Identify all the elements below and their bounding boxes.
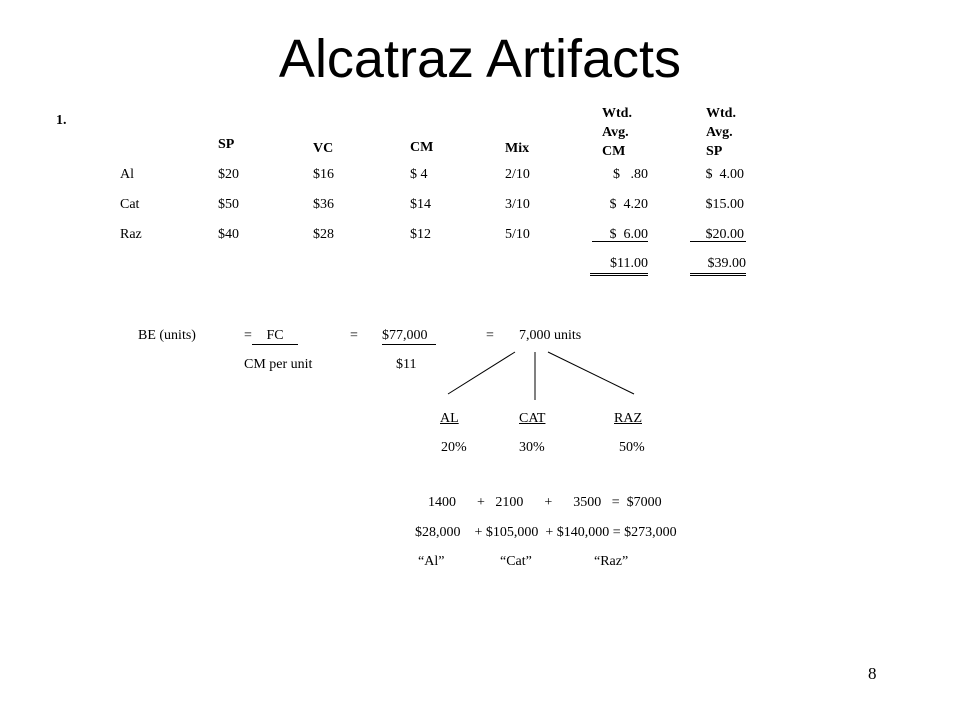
row-cat-name: Cat [120,197,140,212]
split-percent-cat: 30% [519,440,545,455]
header-wtd-avg-sp: Wtd. Avg. SP [706,106,736,159]
row-cat-mix: 3/10 [505,197,530,212]
be-denominator: CM per unit [244,357,313,372]
be-equals-1: = [244,328,252,343]
be-numerator-fc: FC [266,328,284,343]
calc-name-raz: “Raz” [594,554,629,569]
problem-number: 1. [56,113,67,128]
page-number: 8 [868,664,877,683]
split-percent-raz: 50% [619,440,645,455]
row-al-mix: 2/10 [505,167,530,182]
row-cat-wtd-cm: $ 4.20 [609,197,648,212]
be-label: BE (units) [138,328,196,343]
row-al-sp: $20 [218,167,239,182]
total-wtd-sp: $39.00 [690,255,746,276]
split-product-raz: RAZ [614,411,642,426]
be-amount-numerator: $77,000 [382,328,428,343]
dollar-calculation: $28,000 + $105,000 + $140,000 = $273,000 [415,525,677,540]
row-al-vc: $16 [313,167,334,182]
row-al-wtd-cm: $ .80 [613,167,648,182]
row-cat-wtd-sp: $15.00 [705,197,744,212]
row-cat-vc: $36 [313,197,334,212]
be-amount-denominator: $11 [396,357,417,372]
row-al-wtd-sp: $ 4.00 [705,167,744,182]
total-wtd-cm: $11.00 [590,255,648,276]
units-calculation: 1400 + 2100 + 3500 = $7000 [428,495,662,510]
slide-title: Alcatraz Artifacts [278,29,682,89]
calc-name-al: “Al” [418,554,445,569]
header-cm: CM [410,140,434,155]
split-percent-al: 20% [441,440,467,455]
calc-name-cat: “Cat” [500,554,532,569]
row-raz-name: Raz [120,227,142,242]
row-raz-cm: $12 [410,227,431,242]
row-cat-cm: $14 [410,197,431,212]
split-product-al: AL [440,411,459,426]
row-raz-sp: $40 [218,227,239,242]
row-raz-wtd-cm: $ 6.00 [609,227,648,242]
be-equals-3: = [486,328,494,343]
header-mix: Mix [505,141,530,156]
row-raz-wtd-sp: $20.00 [705,227,744,242]
be-result: 7,000 units [519,328,582,343]
row-al-cm: $ 4 [410,167,428,182]
row-cat-sp: $50 [218,197,239,212]
row-al-name: Al [120,167,134,182]
header-sp: SP [218,137,235,152]
be-equals-2: = [350,328,358,343]
row-raz-mix: 5/10 [505,227,530,242]
split-product-cat: CAT [519,411,546,426]
header-vc: VC [313,141,334,156]
header-wtd-avg-cm: Wtd. Avg. CM [602,106,632,159]
row-raz-vc: $28 [313,227,334,242]
